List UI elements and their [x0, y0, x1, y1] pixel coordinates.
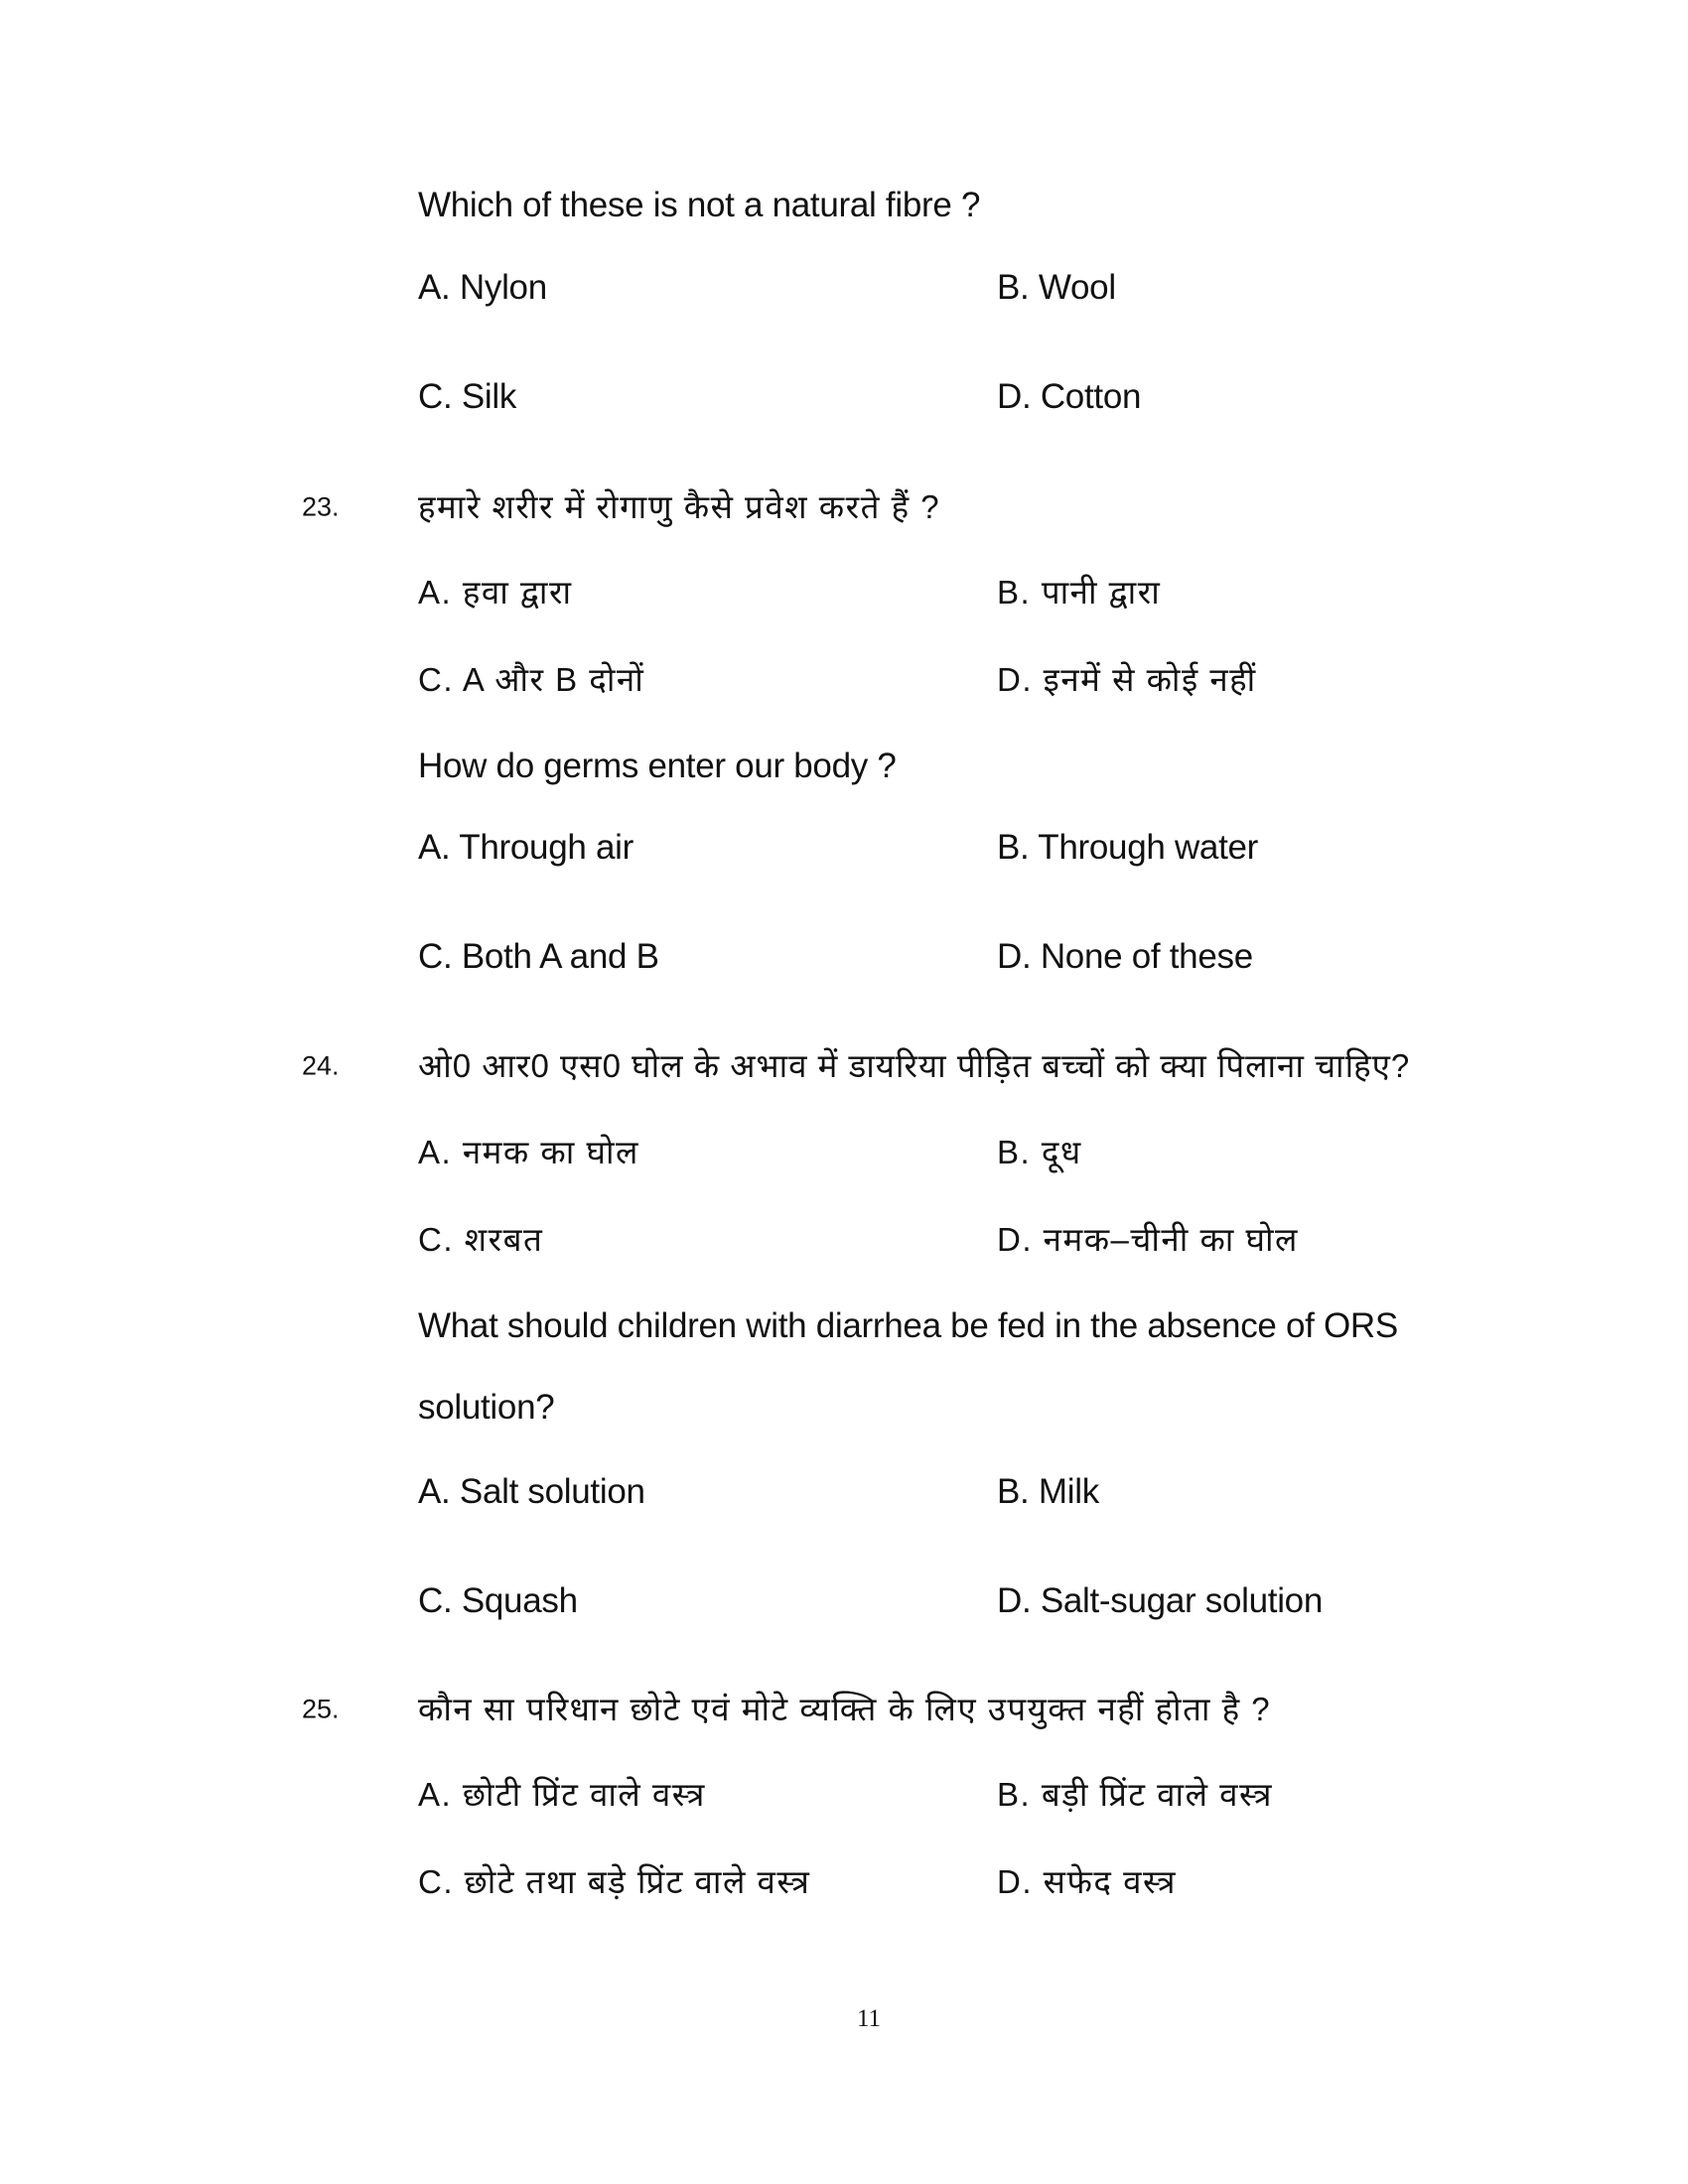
option-a-hindi: A. नमक का घोल [418, 1134, 639, 1170]
option-a: A. Salt solution [418, 1472, 645, 1511]
option-a: A. Through air [418, 828, 633, 867]
option-c: C. Silk [418, 377, 517, 416]
option-d-hindi: D. इनमें से कोई नहीं [997, 661, 1257, 698]
option-b: B. Wool [997, 268, 1116, 307]
option-c-hindi: C. A और B दोनों [418, 661, 645, 698]
option-b-hindi: B. पानी द्वारा [997, 574, 1162, 611]
option-d-hindi: D. नमक–चीनी का घोल [997, 1221, 1299, 1258]
question-text-english-line2: solution? [418, 1388, 555, 1427]
option-d: D. None of these [997, 937, 1253, 976]
option-a-hindi: A. हवा द्वारा [418, 574, 573, 611]
option-c: C. Squash [418, 1581, 578, 1620]
question-text-english-line1: What should children with diarrhea be fed in the absence of ORS [418, 1306, 1398, 1345]
option-b-hindi: B. बड़ी प्रिंट वाले वस्त्र [997, 1776, 1274, 1813]
option-b: B. Milk [997, 1472, 1099, 1511]
question-text-hindi: ओ0 आर0 एस0 घोल के अभाव में डायरिया पीड़ित बच्चों को क्या पिलाना चाहिए? [418, 1047, 1411, 1084]
option-c: C. Both A and B [418, 937, 659, 976]
question-number: 24. [302, 1050, 340, 1081]
option-c-hindi: C. शरबत [418, 1221, 544, 1258]
option-b: B. Through water [997, 828, 1259, 867]
question-number: 25. [302, 1694, 340, 1724]
option-d: D. Cotton [997, 377, 1142, 416]
question-text-hindi: हमारे शरीर में रोगाणु कैसे प्रवेश करते हैं ? [418, 488, 941, 525]
question-text: Which of these is not a natural fibre ? [418, 186, 981, 224]
option-a: A. Nylon [418, 268, 547, 307]
page-number: 11 [856, 2005, 882, 2032]
option-b-hindi: B. दूध [997, 1134, 1082, 1170]
option-a-hindi: A. छोटी प्रिंट वाले वस्त्र [418, 1776, 706, 1813]
question-text-hindi: कौन सा परिधान छोटे एवं मोटे व्यक्ति के लिए उपयुक्त नहीं होता है ? [418, 1691, 1272, 1727]
option-d: D. Salt-sugar solution [997, 1581, 1324, 1620]
option-d-hindi: D. सफेद वस्त्र [997, 1863, 1178, 1900]
question-text-english: How do germs enter our body ? [418, 747, 897, 785]
question-number: 23. [302, 491, 340, 522]
option-c-hindi: C. छोटे तथा बड़े प्रिंट वाले वस्त्र [418, 1863, 811, 1900]
